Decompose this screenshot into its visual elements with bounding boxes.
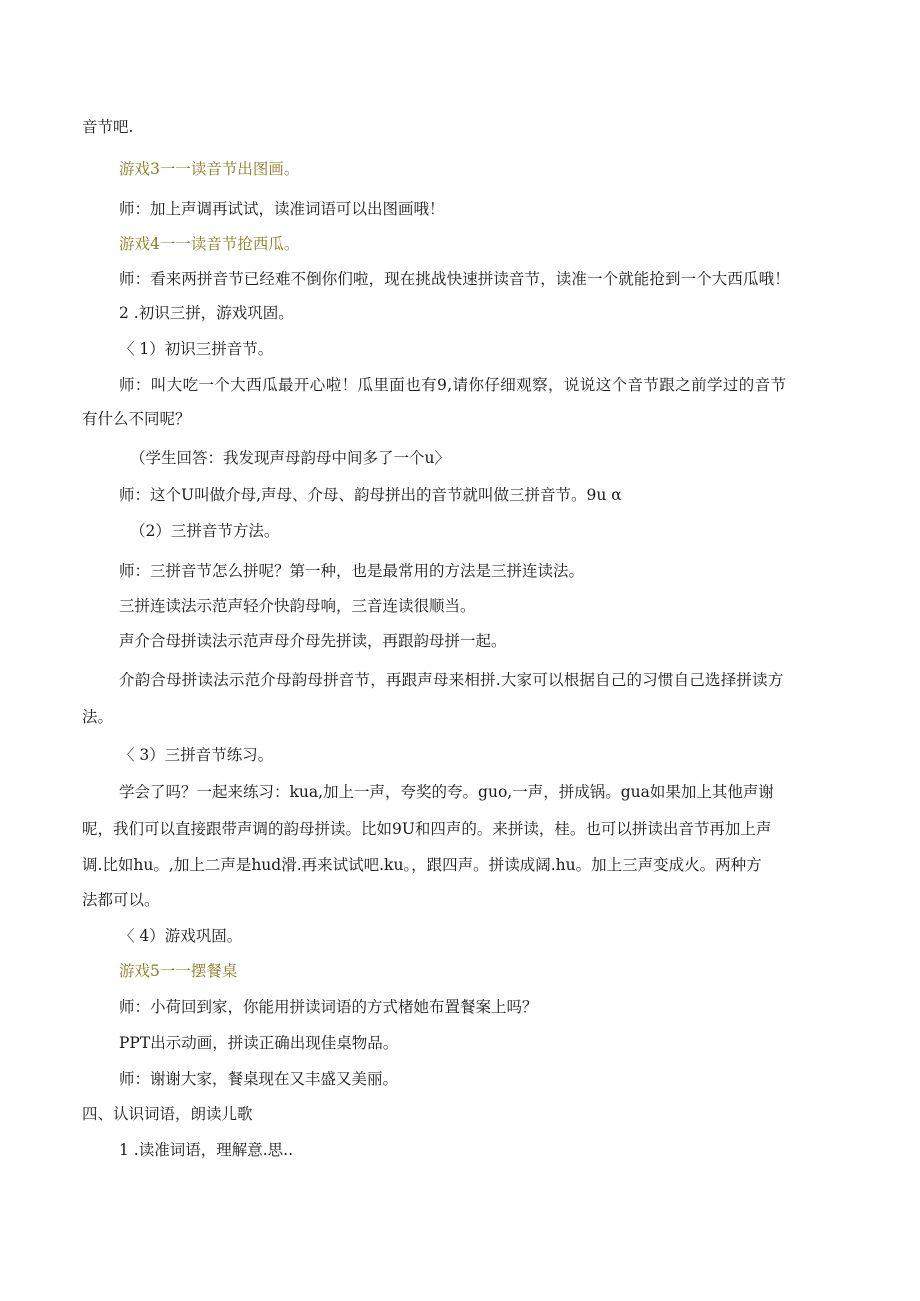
text-line: 师：谢谢大家，餐桌现在又丰盛又美丽。 (119, 1070, 399, 1088)
text-line: （学生回答：我发现声母韵母中间多了一个u〉 (130, 449, 450, 467)
text-line: 师：叫大吃一个大西瓜最开心啦！瓜里面也有9,请你仔细观察，说说这个音节跟之前学过的音节 (119, 376, 787, 394)
text-line: PPT出示动画，拼读正确出现佳桌物品。 (119, 1034, 399, 1052)
text-line: 呢，我们可以直接跟带声调的韵母拼读。比如9U和四声的。来拼读，桂。也可以拼读出音节再加上声 (82, 820, 772, 838)
text-line: 师：加上声调再试试，读准词语可以出图画哦！ (119, 200, 445, 218)
text-line: 师：看来两拼音节已经难不倒你们啦，现在挑战快速拼读音节，读准一个就能抢到一个大西瓜哦！ (119, 270, 790, 288)
game-heading: 游戏4一一读音节抢西瓜。 (119, 235, 300, 253)
text-line: 三拼连读法示范声轻介快韵母响，三音连读很顺当。 (119, 597, 476, 615)
text-line: 介韵合母拼读法示范介母韵母拼音节，再跟声母来相拼.大家可以根据自己的习惯自己选择拼读方 (119, 671, 784, 689)
text-line: 有什么不同呢？ (82, 410, 191, 428)
text-line: 声介合母拼读法示范声母介母先拼读，再跟韵母拼一起。 (119, 632, 507, 650)
section-heading: 四、认识词语，朗读儿歌 (82, 1105, 253, 1123)
subsection-heading: 〈 3）三拼音节练习。 (119, 746, 274, 764)
section-heading: 2 .初识三拼，游戏巩固。 (119, 304, 294, 322)
text-line: 音节吧. (82, 118, 134, 136)
section-heading: 1 .读准词语，理解意.思.. (119, 1141, 293, 1159)
text-line: 法。 (82, 708, 114, 726)
game-heading: 游戏3一一读音节出图画。 (119, 160, 300, 178)
text-line: 调.比如hu。,加上二声是hud滑.再来试试吧.ku。，跟四声。拼读成阔.hu。加上三声变成火。两种方 (82, 856, 762, 874)
text-line: 师：三拼音节怎么拼呢？第一种，也是最常用的方法是三拼连读法。 (119, 562, 585, 580)
text-line: 师：小荷回到家，你能用拼读词语的方式楮她布置餐案上吗？ (119, 998, 538, 1016)
subsection-heading: （2）三拼音节方法。 (130, 522, 280, 540)
text-line: 学会了吗？一起来练习：kua,加上一声，夸奖的夸。guo,一声，拼成锅。gua如果加上其他声谢 (119, 783, 774, 801)
subsection-heading: 〈 1）初识三拼音节。 (119, 340, 274, 358)
subsection-heading: 〈 4）游戏巩固。 (119, 927, 243, 945)
text-line: 法都可以。 (82, 891, 160, 909)
text-line: 师：这个U叫做介母,声母、介母、韵母拼出的音节就叫做三拼音节。9u α (119, 486, 622, 504)
game-heading: 游戏5一一摆餐桌 (119, 962, 238, 980)
